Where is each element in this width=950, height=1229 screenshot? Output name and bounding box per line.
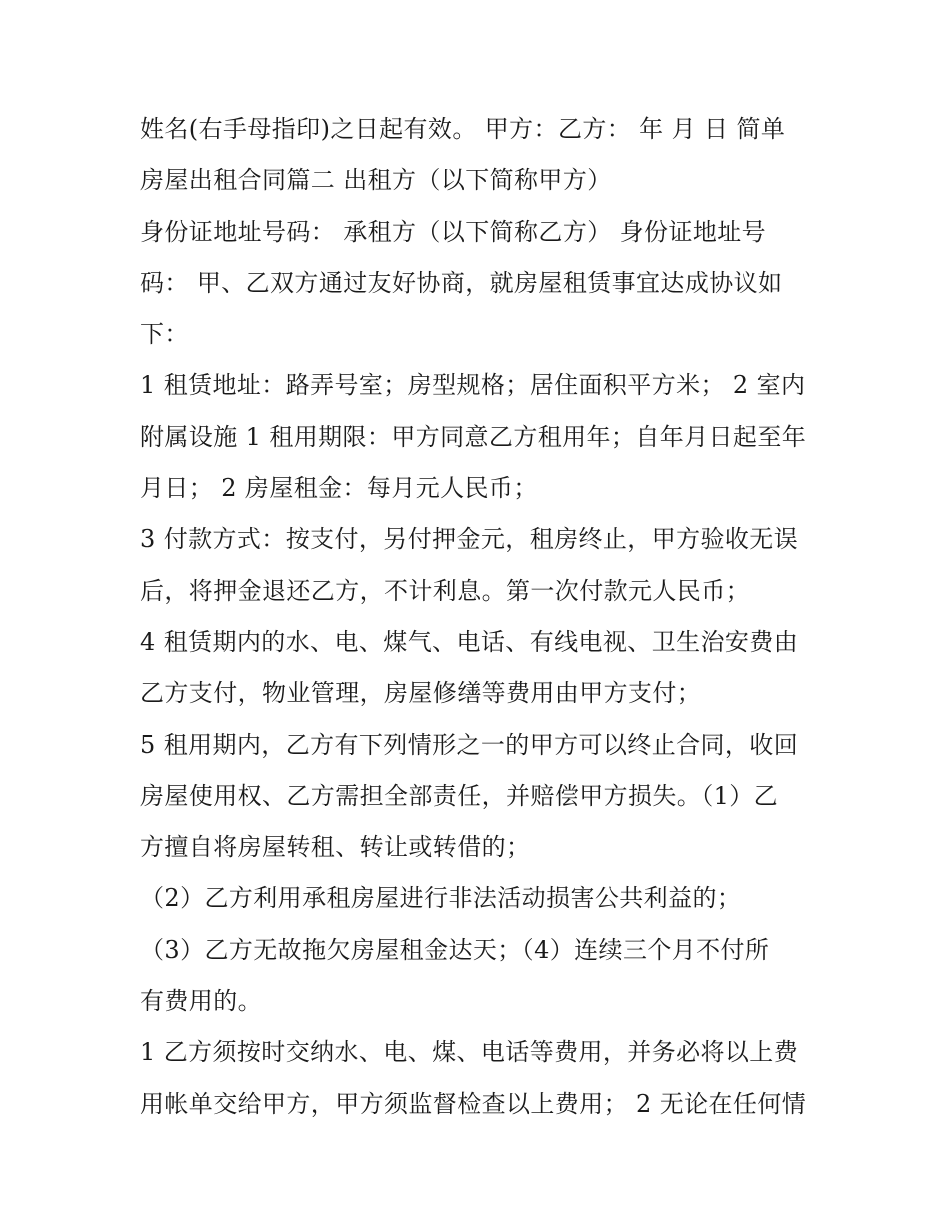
text-line-13: 5 租用期内，乙方有下列情形之一的甲方可以终止合同，收回 bbox=[140, 730, 799, 759]
text-line-7: 附属设施 1 租用期限：甲方同意乙方租用年；自年月日起至年 bbox=[140, 422, 807, 451]
text-line-17: （3）乙方无故拖欠房屋租金达天；（4）连续三个月不付所 bbox=[140, 935, 770, 964]
text-line-1: 姓名(右手母指印)之日起有效。 甲方：乙方： 年 月 日 简单 bbox=[140, 115, 786, 143]
text-line-5: 下： bbox=[140, 320, 189, 349]
text-line-12: 乙方支付，物业管理，房屋修缮等费用由甲方支付； bbox=[140, 679, 702, 708]
text-line-15: 方擅自将房屋转租、转让或转借的； bbox=[140, 833, 531, 862]
text-line-4: 码： 甲、乙双方通过友好协商，就房屋租赁事宜达成协议如 bbox=[140, 268, 783, 297]
text-line-14: 房屋使用权、乙方需担全部责任，并赔偿甲方损失。（1）乙 bbox=[140, 781, 779, 810]
text-line-20: 用帐单交给甲方，甲方须监督检查以上费用； 2 无论在任何情 bbox=[140, 1089, 807, 1118]
text-line-11: 4 租赁期内的水、电、煤气、电话、有线电视、卫生治安费由 bbox=[140, 627, 799, 656]
text-line-16: （2）乙方利用承租房屋进行非法活动损害公共利益的； bbox=[140, 884, 742, 913]
text-line-10: 后，将押金退还乙方，不计利息。第一次付款元人民币； bbox=[140, 576, 750, 605]
text-line-8: 月日； 2 房屋租金：每月元人民币； bbox=[140, 474, 538, 503]
text-line-9: 3 付款方式：按支付，另付押金元，租房终止，甲方验收无误 bbox=[140, 525, 799, 554]
text-line-3: 身份证地址号码： 承租方（以下简称乙方） 身份证地址号 bbox=[140, 217, 767, 246]
contract-text bbox=[140, 104, 820, 1130]
text-line-2: 房屋出租合同篇二 出租方（以下简称甲方） bbox=[140, 166, 612, 195]
text-line-18: 有费用的。 bbox=[140, 987, 262, 1016]
text-line-19: 1 乙方须按时交纳水、电、煤、电话等费用，并务必将以上费 bbox=[140, 1038, 799, 1067]
text-line-6: 1 租赁地址：路弄号室；房型规格；居住面积平方米； 2 室内 bbox=[140, 371, 806, 400]
